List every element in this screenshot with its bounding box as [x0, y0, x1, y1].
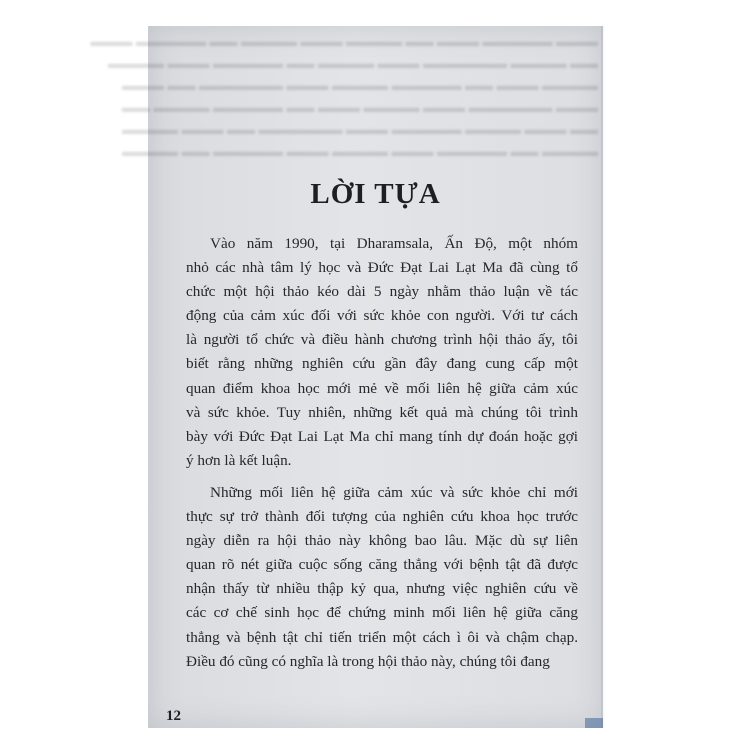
text-line: Những mối liên hệ giữa cảm xúc và sức khỏe chỉ mới — [210, 483, 578, 501]
show-through-text: ▬▬▬ ▬▬▬▬▬ ▬▬▬ ▬▬ ▬▬▬▬ ▬▬▬ ▬▬▬▬ ▬▬ ▬▬▬▬▬ ▬▬▬ ▬▬ ▬▬▬▬ ▬▬▬▬▬▬ ▬▬▬ ▬▬▬▬ ▬▬ ▬▬▬▬▬ ▬▬▬ ▬▬▬▬ ▬▬▬▬ ▬▬▬ ▬▬ ▬▬▬▬▬ ▬▬▬▬ ▬▬▬ ▬▬▬▬▬▬ ▬▬ ▬▬▬ ▬▬▬ ▬▬▬▬▬▬ ▬▬▬ ▬▬▬▬ ▬▬▬ ▬▬ ▬▬▬▬▬ ▬▬▬▬ ▬▬ ▬▬ ▬▬▬ ▬▬▬▬ ▬▬▬▬▬ ▬▬▬ ▬▬▬▬▬▬ ▬▬ ▬▬▬ ▬▬▬▬ ▬▬▬▬ ▬▬ ▬▬▬▬▬ ▬▬▬ ▬▬▬▬ ▬▬▬ ▬▬▬▬▬ ▬▬ ▬▬▬▬ — [90, 35, 598, 160]
book-page — [90, 26, 603, 728]
text-line: quan điểm khoa học mới mẻ về mối liên hệ giữa cảm xúc — [186, 379, 578, 397]
page-number: 12 — [166, 708, 181, 724]
text-line: động của cảm xúc đối với sức khỏe con người. Với tư cách — [186, 307, 578, 325]
page-title: LỜI TỰA — [310, 178, 441, 210]
cover-corner — [585, 718, 603, 728]
text-line: ý hơn là kết luận. — [186, 451, 292, 469]
text-line: chức một hội thảo kéo dài 5 ngày nhằm thảo luận về tác — [186, 283, 578, 301]
text-line: là người tổ chức và điều hành chương trình hội thảo ấy, tôi — [186, 331, 578, 349]
text-line: các cơ chế sinh học để chứng minh mối liên hệ giữa căng — [186, 604, 578, 622]
paragraph-gap — [186, 473, 578, 481]
paragraph — [186, 232, 578, 473]
text-line: ngày diễn ra hội thảo này không bao lâu. Mặc dù sự liên — [186, 532, 578, 550]
text-line: thẳng và bệnh tật chỉ tiến triển một cách ì ôi và chậm chạp. — [186, 628, 578, 646]
text-line: và sức khỏe. Tuy nhiên, những kết quả mà chúng tôi trình — [186, 403, 578, 421]
text-line: biết rằng những nghiên cứu gần đây đang cung cấp một — [186, 355, 578, 373]
text-line: Vào năm 1990, tại Dharamsala, Ấn Độ, một nhóm — [210, 235, 578, 252]
text-line: quan rõ nét giữa cuộc sống căng thẳng với bệnh tật đã được — [186, 556, 578, 574]
text-line: thực sự trở thành đối tượng của nghiên cứu khoa học trước — [186, 508, 578, 526]
page-edge-shadow — [601, 26, 605, 728]
paragraph — [186, 481, 578, 674]
text-line: nhận thấy từ nhiều thập kỷ qua, nhưng việc nghiên cứu về — [186, 580, 578, 598]
text-line: bày với Đức Đạt Lai Lạt Ma chỉ mang tính dự đoán hoặc gợi — [186, 427, 578, 445]
text-line: nhỏ các nhà tâm lý học và Đức Đạt Lai Lạt Ma đã cùng tổ — [186, 259, 578, 277]
body-text — [186, 232, 578, 674]
text-line: Điều đó cũng có nghĩa là trong hội thảo này, chúng tôi đang — [186, 652, 550, 670]
